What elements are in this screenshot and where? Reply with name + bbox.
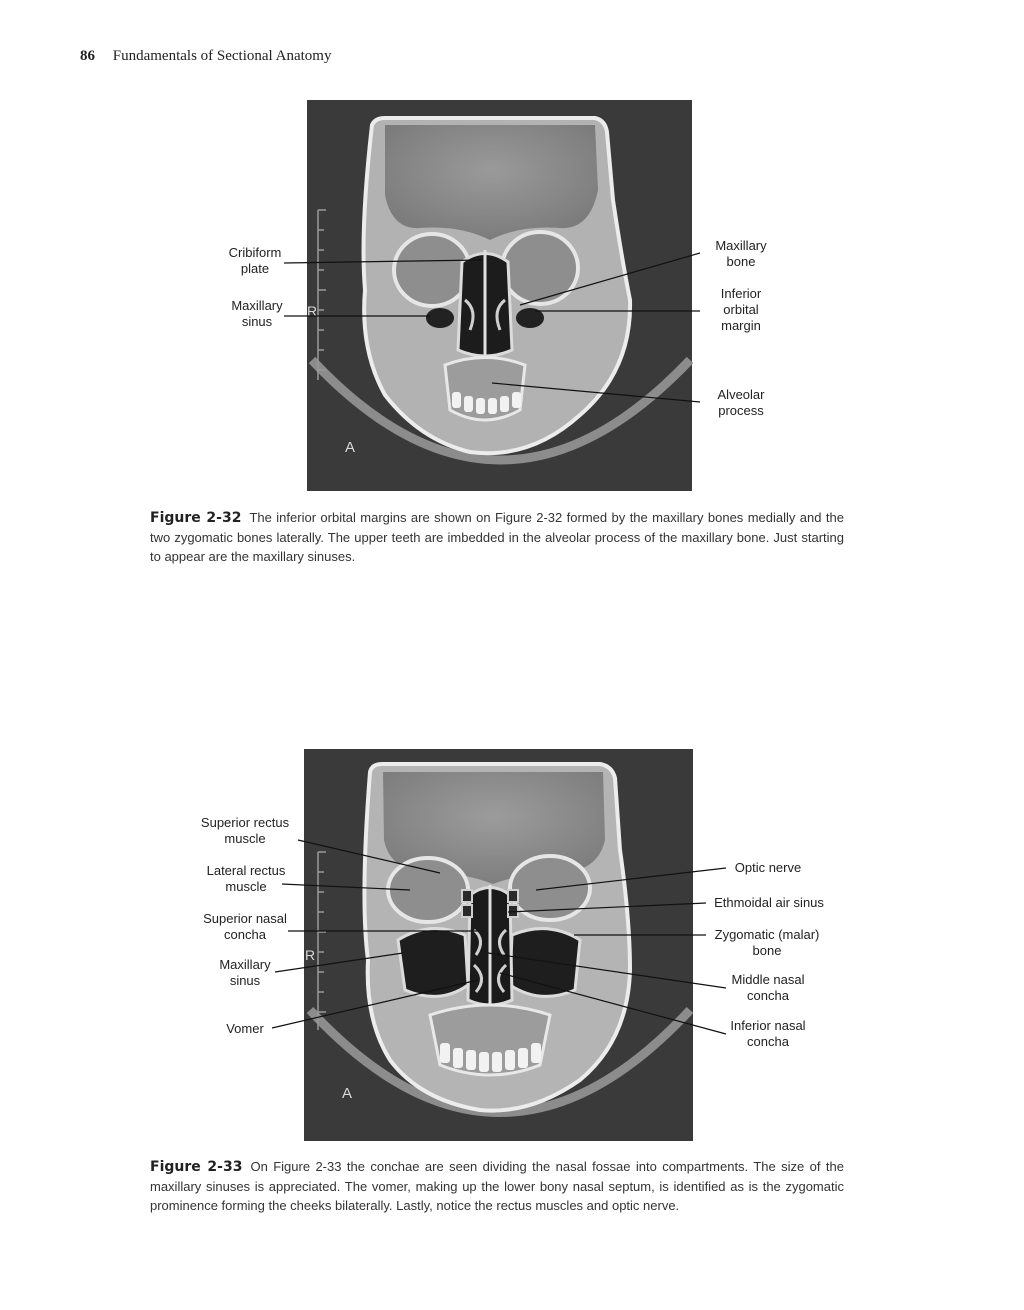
label-maxillary-sinus: Maxillary sinus [231,298,283,329]
label-optic-nerve: Optic nerve [734,860,802,875]
scan-marker-r: R [305,947,316,963]
scan-marker-a: A [342,1085,353,1102]
caption-text: The inferior orbital margins are shown on Figure 2-32 formed by the maxillary bones medially and the two zygomatic bones laterally. The upper teeth are imbedded in the alveolar process of the maxillary bone. Just starting to appear are the maxillary sinuses. [150,510,844,564]
label-inferior-nasal-concha: Inferior nasal concha [730,1018,806,1049]
scan-marker-r: R [307,303,318,319]
caption-text: On Figure 2-33 the conchae are seen dividing the nasal fossae into compartments. The size of the maxillary sinuses is appreciated. The vomer, making up the lower bony nasal septum, is identified as is the zygomatic prominence forming the cheeks bilaterally. Lastly, notice the rectus muscles and optic nerve. [150,1159,844,1213]
label-maxillary-sinus: Maxillary sinus [219,957,271,988]
running-title: Fundamentals of Sectional Anatomy [112,48,332,64]
scan-marker-a: A [345,439,356,456]
label-lateral-rectus-muscle: Lateral rectus muscle [206,863,286,894]
maxillary-sinus-left [510,929,580,997]
label-alveolar-process: Alveolar process [717,387,765,418]
label-maxillary-bone: Maxillary bone [715,238,767,269]
label-inferior-orbital-margin: Inferior orbital margin [720,286,762,333]
label-ethmoidal-air-sinus: Ethmoidal air sinus [714,895,824,910]
page-number: 86 [80,48,95,64]
alveolar-region [430,1005,550,1075]
label-vomer: Vomer [226,1021,264,1036]
label-superior-nasal-concha: Superior nasal concha [203,911,287,942]
label-superior-rectus-muscle: Superior rectus muscle [200,815,290,846]
caption-number: Figure 2-32 [150,510,242,526]
maxillary-sinus-right [398,929,468,997]
label-middle-nasal-concha: Middle nasal concha [731,972,805,1003]
label-zygomatic-bone: Zygomatic (malar) bone [714,927,820,958]
caption-number: Figure 2-33 [150,1159,243,1175]
label-cribiform-plate: Cribiform plate [228,245,282,276]
caption-2-33 [150,1157,844,1215]
